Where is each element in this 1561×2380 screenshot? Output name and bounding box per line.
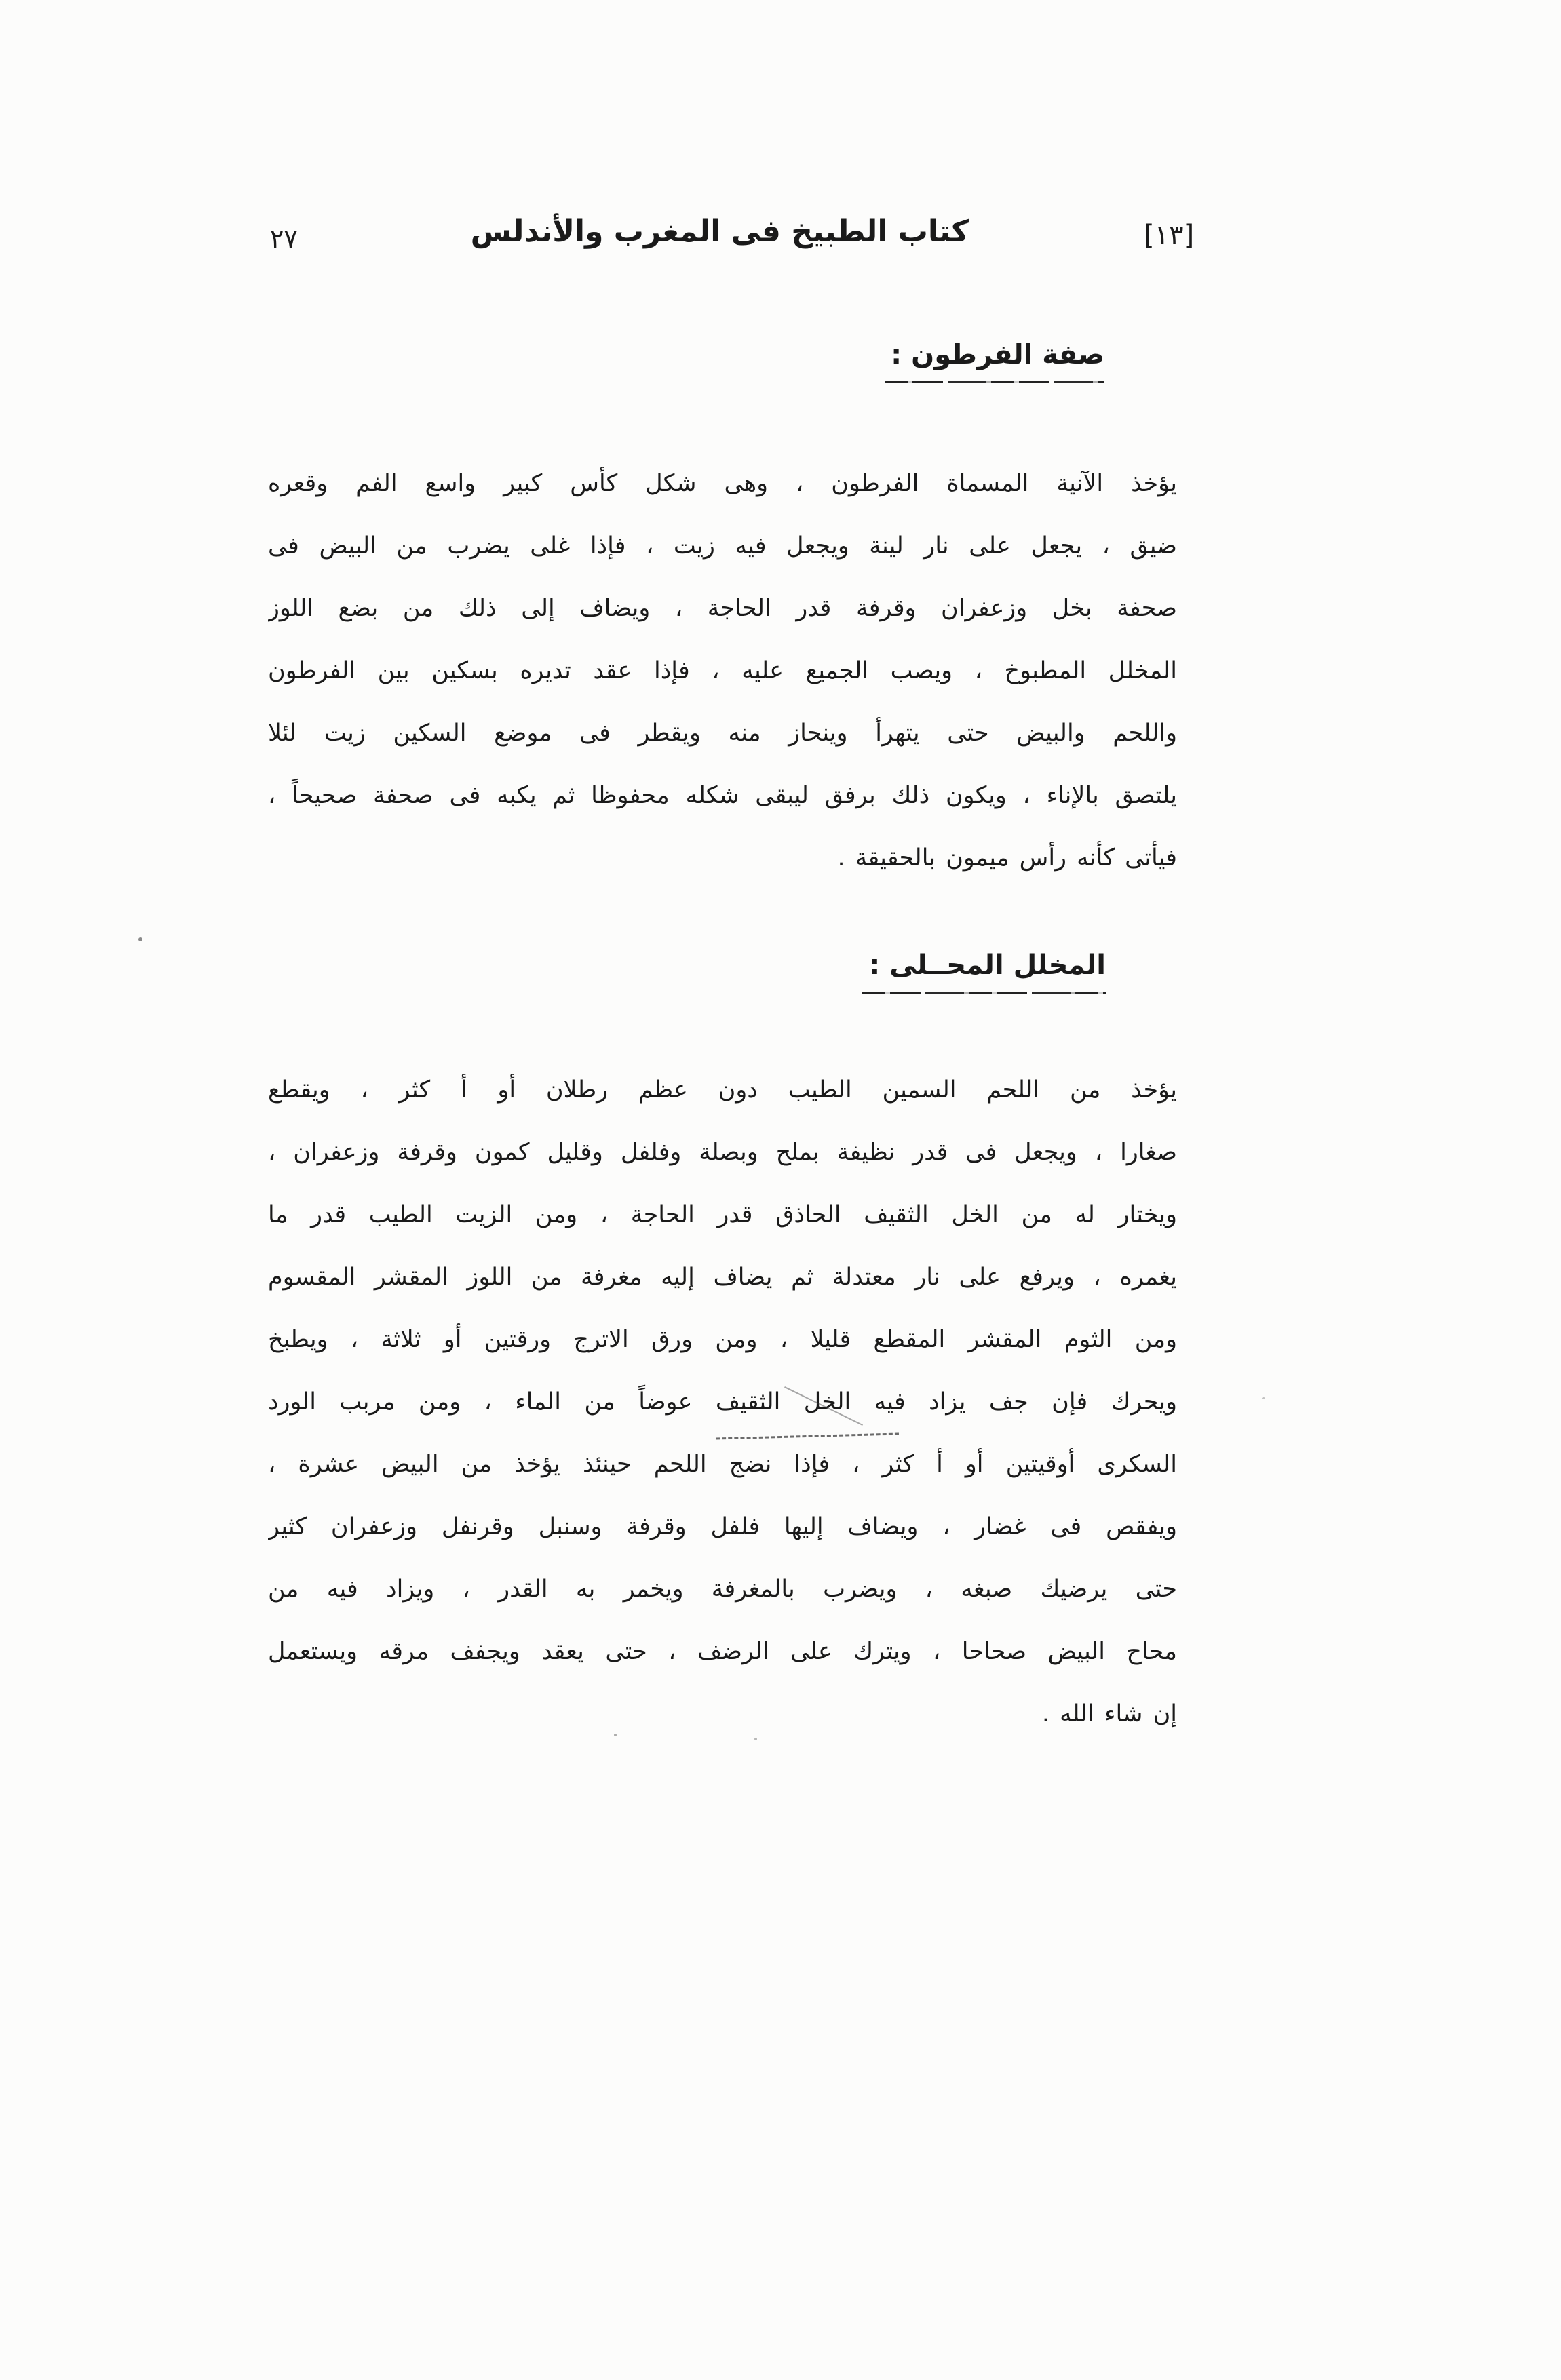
text-line: يؤخذ الآنية المسماة الفرطون ، وهى شكل كأس كبير واسع الفم وقعره xyxy=(268,470,1177,497)
text-line: صحفة بخل وزعفران وقرفة قدر الحاجة ، ويضاف إلى ذلك من بضع اللوز xyxy=(268,595,1177,622)
paragraph-mukhallal xyxy=(268,1059,1177,1745)
text-line: ويحرك فإن جف يزاد فيه الخل الثقيف عوضاً من الماء ، ومن مربب الورد xyxy=(268,1388,1177,1416)
text-line: يؤخذ من اللحم السمين الطيب دون عظم رطلان أو أ كثر ، ويقطع xyxy=(268,1076,1177,1104)
print-artifact-speck xyxy=(1262,1397,1265,1399)
text-line: صغارا ، ويجعل فى قدر نظيفة بملح وبصلة وفلفل وقليل كمون وقرفة وزعفران ، xyxy=(268,1139,1177,1166)
text-line: فيأتى كأنه رأس ميمون بالحقيقة . xyxy=(837,844,1177,872)
heading-underline xyxy=(862,992,1106,994)
text-line: المخلل المطبوخ ، ويصب الجميع عليه ، فإذا عقد تديره بسكين بين الفرطون xyxy=(268,657,1177,684)
print-artifact-speck xyxy=(138,937,142,941)
heading-underline xyxy=(885,381,1104,383)
text-line: ويفقص فى غضار ، ويضاف إليها فلفل وقرفة وسنبل وقرنفل وزعفران كثير xyxy=(268,1513,1177,1540)
text-line: محاح البيض صحاحا ، ويترك على الرضف ، حتى يعقد ويجفف مرقه ويستعمل xyxy=(268,1638,1177,1665)
text-line: يغمره ، ويرفع على نار معتدلة ثم يضاف إليه مغرفة من اللوز المقشر المقسوم xyxy=(268,1264,1177,1291)
section-heading-text: المخلل المحــلى : xyxy=(869,950,1106,981)
text-line: ويختار له من الخل الثقيف الحاذق قدر الحاجة ، ومن الزيت الطيب قدر ما xyxy=(268,1201,1177,1228)
text-line: يلتصق بالإناء ، ويكون ذلك برفق ليبقى شكله محفوظا ثم يكبه فى صحفة صحيحاً ، xyxy=(268,782,1177,809)
paragraph-fartun xyxy=(268,452,1177,889)
section-heading-mukhallal xyxy=(869,950,1106,994)
folio-number: [١٣] xyxy=(1144,220,1195,251)
text-line: واللحم والبيض حتى يتهرأ وينحاز منه ويقطر فى موضع السكين زيت لئلا xyxy=(268,720,1177,747)
section-heading-fartun xyxy=(891,339,1104,383)
running-title: كتاب الطبيخ فى المغرب والأندلس xyxy=(470,214,969,249)
text-line: ضيق ، يجعل على نار لينة ويجعل فيه زيت ، فإذا غلى يضرب من البيض فى xyxy=(268,532,1177,560)
section-heading-text: صفة الفرطون : xyxy=(891,339,1104,370)
text-line: السكرى أوقيتين أو أ كثر ، فإذا نضج اللحم حينئذ يؤخذ من البيض عشرة ، xyxy=(268,1451,1177,1478)
page-number: ٢٧ xyxy=(270,224,298,254)
text-line: ومن الثوم المقشر المقطع قليلا ، ومن ورق الاترج ورقتين أو ثلاثة ، ويطبخ xyxy=(268,1326,1177,1353)
text-line: إن شاء الله . xyxy=(1041,1700,1177,1728)
text-line: حتى يرضيك صبغه ، ويضرب بالمغرفة ويخمر به القدر ، ويزاد فيه من xyxy=(268,1576,1177,1603)
